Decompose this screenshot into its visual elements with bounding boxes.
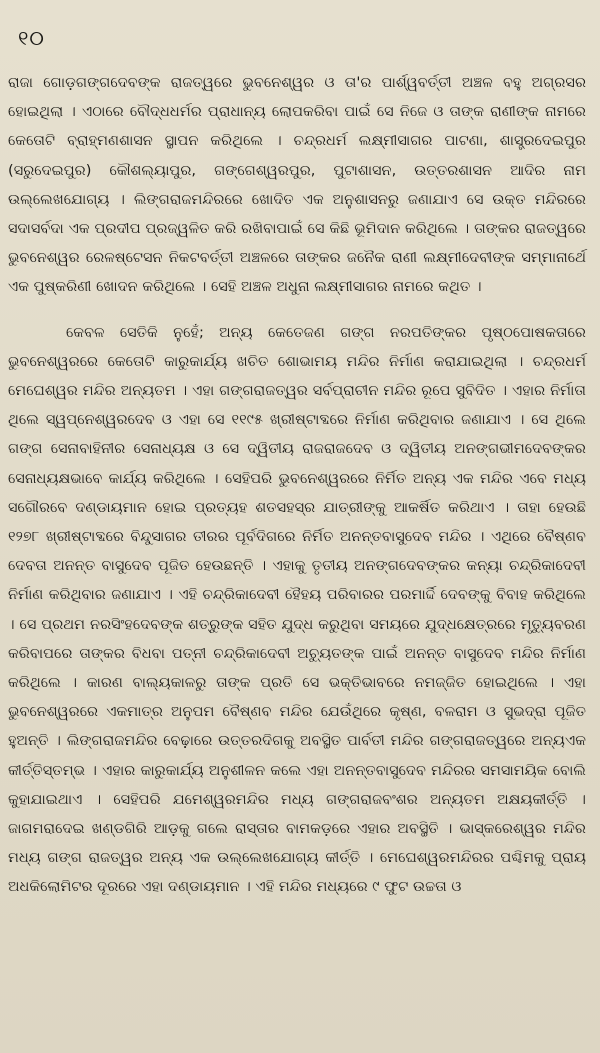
paragraph-1: ରାଜା ଗୋଡ଼ଗଙ୍ଗଦେବଙ୍କ ରାଜତ୍ୱରେ ଭୁବନେଶ୍ୱର ଓ ତା'ର ପାର୍ଶ୍ୱବର୍ତ୍ତୀ ଅଞ୍ଚଳ ବହୁ ଅଗ୍ରସର ହୋଇଥିଲା । ଏଠାରେ ବୌଦ୍ଧଧର୍ମର ପ୍ରାଧାନ୍ୟ ଲୋପକରିବା ପାଇଁ ସେ ନିଜେ ଓ ତାଙ୍କ ରାଣୀଙ୍କ ନାମରେ କେତୋଟି ବ୍ରାହ୍ମଣଶାସନ ସ୍ଥାପନ କରିଥିଲେ । ଚନ୍ଦ୍ରଧର୍ମ ଲକ୍ଷ୍ମୀସାଗର ପାଟଣା, ଶାସ୍ତ୍ରଦେଇପୁର (ସରୁଦେଇପୁର) କୌଶଲ୍ୟାପୁର, ଗଙ୍ଗେଶ୍ୱରପୁର, ପୁଟାଶାସନ, ଉତ୍ତରଶାସନ ଆଦିର ନାମ ଉଲ୍ଲେଖଯୋଗ୍ୟ । ଲିଙ୍ଗରାଜମନ୍ଦିରରେ ଖୋଦିତ ଏକ ଅନୁଶାସନରୁ ଜଣାଯାଏ ସେ ଉକ୍ତ ମନ୍ଦିରରେ ସଦାସର୍ବଦା ଏକ ପ୍ରଦୀପ ପ୍ରଜ୍ୱଳିତ କରି ରଖିବାପାଇଁ ସେ କିଛି ଭୂମିଦାନ କରିଥିଲେ । ତାଙ୍କର ରାଜତ୍ୱରେ ଭୁବନେଶ୍ୱର ରେଳଷ୍ଟେସନ ନିକଟବର୍ତ୍ତୀ ଅଞ୍ଚଳରେ ତାଙ୍କର ଜନୈକ ରାଣୀ ଲକ୍ଷ୍ମୀଦେବୀଙ୍କ ସମ୍ମାନାର୍ଥେ ଏକ ପୁଷ୍କରିଣୀ ଖୋଦନ କରିଥିଲେ । ସେହି ଅଞ୍ଚଳ ଅଧୁନା ଲକ୍ଷ୍ମୀସାଗର ନାମରେ କଥିତ । [8,74,586,296]
paragraph-2: କେବଳ ସେତିକି ନୁହେଁ; ଅନ୍ୟ କେତେଜଣ ଗଙ୍ଗ ନରପତିଙ୍କର ପୃଷ୍ଠପୋଷକତାରେ ଭୁବନେଶ୍ୱରରେ କେତୋଟି କାରୁକାର୍ଯ୍ୟ ଖଚିତ ଶୋଭାମୟ ମନ୍ଦିର ନିର୍ମାଣ କରାଯାଇଥିଲା । ଚନ୍ଦ୍ରଧର୍ମ ମେଘେଶ୍ୱର ମନ୍ଦିର ଅନ୍ୟତମ । ଏହା ଗଙ୍ଗରାଜତ୍ୱର ସର୍ବପ୍ରାଚୀନ ମନ୍ଦିର ରୂପେ ସୁବିଦିତ । ଏହାର ନିର୍ମାତା ଥିଲେ ସ୍ୱପ୍ନେଶ୍ୱରଦେବ ଓ ଏହା ସେ ୧୧୯୫ ଖ୍ରୀଷ୍ଟାବ୍ଦରେ ନିର୍ମାଣ କରିଥିବାର ଜଣାଯାଏ । ସେ ଥିଲେ ଗଙ୍ଗ ସେନାବାହିନୀର ସେନାଧ୍ୟକ୍ଷ ଓ ସେ ଦ୍ୱିତୀୟ ରାଜରାଜଦେବ ଓ ଦ୍ୱିତୀୟ ଅନଙ୍ଗଭୀମଦେବଙ୍କର ସେନାଧ୍ୟକ୍ଷଭାବେ କାର୍ଯ୍ୟ କରିଥିଲେ । ସେହିପରି ଭୁବନେଶ୍ୱରରେ ନିର୍ମିତ ଅନ୍ୟ ଏକ ମନ୍ଦିର ଏବେ ମଧ୍ୟ ସଗୌରବେ ଦଣ୍ଡାୟମାନ ହୋଇ ପ୍ରତ୍ୟହ ଶତସହସ୍ର ଯାତ୍ରୀଙ୍କୁ ଆକର୍ଷିତ କରିଥାଏ । ତାହା ହେଉଛି ୧୨୭୮ ଖ୍ରୀଷ୍ଟାବ୍ଦରେ ବିନ୍ଦୁସାଗର ତୀରର ପୂର୍ବଦିଗରେ ନିର୍ମିତ ଅନନ୍ତବାସୁଦେବ ମନ୍ଦିର । ଏଥିରେ ବୈଷ୍ଣବ ଦେବତା ଅନନ୍ତ ବାସୁଦେବ ପୂଜିତ ହେଉଛନ୍ତି । ଏହାକୁ ତୃତୀୟ ଅନଙ୍ଗଦେବଙ୍କର କନ୍ୟା ଚନ୍ଦ୍ରିକାଦେବୀ ନିର୍ମାଣ କରିଥିବାର ଜଣାଯାଏ । ଏହି ଚନ୍ଦ୍ରିକାଦେବୀ ହୈହୟ ପରିବାରର ପରମାର୍ଦ୍ଦି ଦେବଙ୍କୁ ବିବାହ କରିଥିଲେ । ସେ ପ୍ରଥମ ନରସିଂହଦେବଙ୍କ ଶତ୍ରୁଙ୍କ ସହିତ ଯୁଦ୍ଧ କରୁଥିବା ସମୟରେ ଯୁଦ୍ଧକ୍ଷେତ୍ରରେ ମୃତ୍ୟୁବରଣ କରିବାପରେ ତାଙ୍କର ବିଧବା ପତ୍ନୀ ଚନ୍ଦ୍ରିକାଦେବୀ ଅଚ୍ୟୁତଙ୍କ ପାଇଁ ଅନନ୍ତ ବାସୁଦେବ ମନ୍ଦିର ନିର୍ମାଣ କରିଥିଲେ । କାରଣ ବାଲ୍ୟକାଳରୁ ତାଙ୍କ ପ୍ରତି ସେ ଭକ୍ତିଭାବରେ ନମଜ୍ଜିତ ହୋଇଥିଲେ । ଏହା ଭୁବନେଶ୍ୱରରେ ଏକମାତ୍ର ଅନୁପମ ବୈଷ୍ଣବ ମନ୍ଦିର ଯେଉଁଥିରେ କୃଷ୍ଣ, ବଳରାମ ଓ ସୁଭଦ୍ରା ପୂଜିତ ହୁଅନ୍ତି । ଲିଙ୍ଗରାଜମନ୍ଦିର ବେଢ଼ାରେ ଉତ୍ତରଦିଗକୁ ଅବସ୍ଥିତ ପାର୍ବତୀ ମନ୍ଦିର ଗଙ୍ଗରାଜତ୍ୱରେ ଅନ୍ୟଏକ କୀର୍ତ୍ତିସ୍ତମ୍ଭ । ଏହାର କାରୁକାର୍ଯ୍ୟ ଅନୁଶୀଳନ କଲେ ଏହା ଅନନ୍ତବାସୁଦେବ ମନ୍ଦିରର ସମସାମୟିକ ବୋଲି କୁହାଯାଇଥାଏ । ସେହିପରି ଯମେଶ୍ୱରମନ୍ଦିର ମଧ୍ୟ ଗଙ୍ଗରାଜବଂଶର ଅନ୍ୟତମ ଅକ୍ଷୟକୀର୍ତ୍ତି । ଜାଗମରାଦେଇ ଖଣ୍ଡଗିରି ଆଡ଼କୁ ଗଲେ ରାସ୍ତାର ବାମକଡ଼ରେ ଏହାର ଅବସ୍ଥିତି । ଭାସ୍କରେଶ୍ୱର ମନ୍ଦିର ମଧ୍ୟ ଗଙ୍ଗ ରାଜତ୍ୱର ଅନ୍ୟ ଏକ ଉଲ୍ଲେଖଯୋଗ୍ୟ କୀର୍ତ୍ତି । ମେଘେଶ୍ୱରମନ୍ଦିରର ପଶ୍ଚିମକୁ ପ୍ରାୟ ଅଧକିଲୋମିଟର ଦୂରରେ ଏହା ଦଣ୍ଡାୟମାନ । ଏହି ମନ୍ଦିର ମଧ୍ୟରେ ୯ ଫୁଟ ଉଚ୍ଚତା ଓ [8,323,586,896]
page-number: ୧୦ [18,26,45,50]
